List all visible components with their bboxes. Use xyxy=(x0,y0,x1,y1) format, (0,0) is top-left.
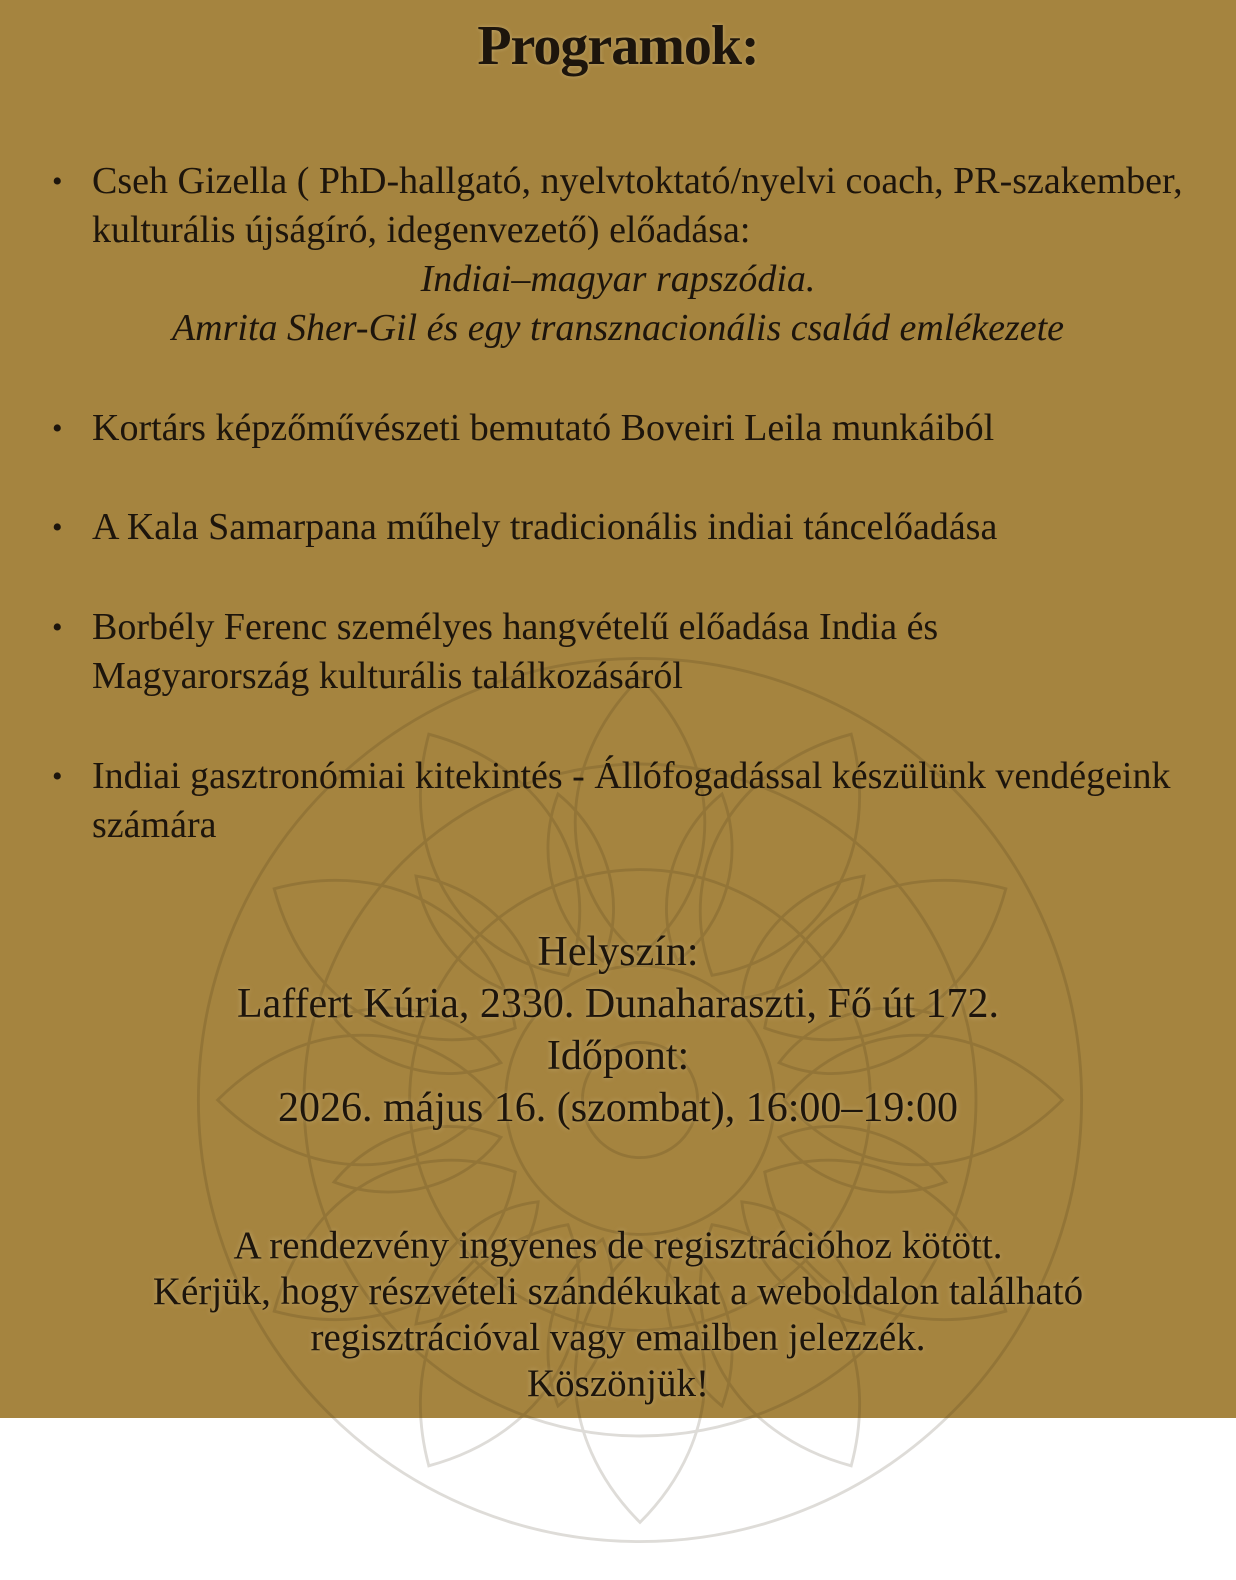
program-item-text: A Kala Samarpana műhely tradicionális indiai táncelőadása xyxy=(92,506,998,548)
bullet-icon: • xyxy=(52,165,63,198)
thank-you-text: Köszönjük! xyxy=(527,1362,709,1405)
program-item-1 xyxy=(92,157,1212,353)
bullet-icon: • xyxy=(52,412,63,445)
registration-note xyxy=(0,1223,1236,1407)
program-item-text: Borbély Ferenc személyes hangvételű előadása India és Magyarország kulturális találkozásáról xyxy=(92,606,939,697)
program-item-4 xyxy=(92,603,1152,701)
program-item-text: Cseh Gizella ( PhD-hallgató, nyelvtoktató/nyelvi coach, PR-szakember, kulturális újságíró, idegenvezető) előadása: xyxy=(92,160,1183,251)
program-item-2 xyxy=(92,404,1232,453)
bullet-icon: • xyxy=(52,511,63,544)
venue-address: Laffert Kúria, 2330. Dunaharaszti, Fő út 172. xyxy=(236,981,1000,1027)
registration-line-1: A rendezvény ingyenes de regisztrációhoz kötött. xyxy=(233,1224,1003,1267)
event-details xyxy=(0,926,1236,1134)
lecture-title: Indiai–magyar rapszódia. xyxy=(420,258,816,300)
bullet-icon: • xyxy=(52,760,63,793)
registration-line-3: regisztrációval vagy emailben jelezzék. xyxy=(310,1316,926,1359)
venue-label: Helyszín: xyxy=(537,929,699,975)
program-item-text: Indiai gasztronómiai kitekintés - Állófogadással készülünk vendégeink számára xyxy=(92,755,1171,846)
page-title: Programok: xyxy=(477,15,759,77)
time-label: Időpont: xyxy=(546,1033,690,1079)
registration-line-2: Kérjük, hogy részvételi szándékukat a weboldalon található xyxy=(152,1270,1084,1313)
program-item-5 xyxy=(92,752,1192,850)
lecture-subtitle: Amrita Sher-Gil és egy transznacionális család emlékezete xyxy=(171,307,1065,349)
program-item-3 xyxy=(92,503,1232,552)
program-item-text: Kortárs képzőművészeti bemutató Boveiri Leila munkáiból xyxy=(92,407,995,449)
bullet-icon: • xyxy=(52,611,63,644)
event-date-time: 2026. május 16. (szombat), 16:00–19:00 xyxy=(277,1085,959,1131)
